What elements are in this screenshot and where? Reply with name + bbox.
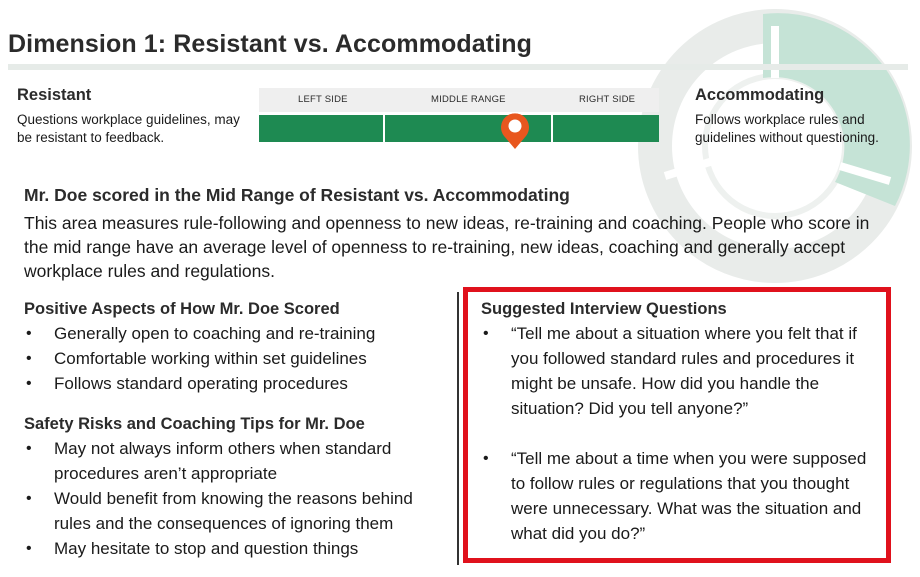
score-scale <box>259 88 659 142</box>
safety-risks-list <box>24 436 444 561</box>
right-side-panel <box>695 86 910 147</box>
scale-label-right: RIGHT SIDE <box>579 94 636 105</box>
safety-risks-section <box>24 415 444 561</box>
list-item: • Would benefit from knowing the reasons behind rules and the consequences of ignoring them <box>24 486 444 536</box>
list-item: • Comfortable working within set guidelines <box>24 346 444 371</box>
scale-labels <box>259 88 659 112</box>
positive-aspects-list <box>24 321 444 396</box>
list-item: • Follows standard operating procedures <box>24 371 444 396</box>
left-side-description: Questions workplace guidelines, may be resistant to feedback. <box>17 112 240 145</box>
summary-heading: Mr. Doe scored in the Mid Range of Resistant vs. Accommodating <box>24 185 570 205</box>
right-side-description: Follows workplace rules and guidelines without questioning. <box>695 112 879 145</box>
page-title: Dimension 1: Resistant vs. Accommodating <box>8 30 533 58</box>
interview-questions-heading: Suggested Interview Questions <box>481 300 727 318</box>
scale-divider-2 <box>551 115 553 142</box>
left-side-panel <box>17 86 247 147</box>
summary-text: This area measures rule-following and openness to new ideas, re-training and coaching. People who score in the mid range have an average level of openness to re-training, new ideas, coaching and generally accept workplace rules and regulations. <box>24 213 870 281</box>
column-divider <box>457 292 459 565</box>
positive-aspects-heading: Positive Aspects of How Mr. Doe Scored <box>24 300 340 318</box>
list-item: • “Tell me about a time when you were supposed to follow rules or regulations that you thought were unnecessary. What was the situation and what did you do?” <box>481 446 876 546</box>
safety-risks-heading: Safety Risks and Coaching Tips for Mr. Doe <box>24 415 365 433</box>
title-underline <box>8 64 908 70</box>
right-side-heading: Accommodating <box>695 86 825 104</box>
list-item: • “Tell me about a situation where you felt that if you followed standard rules and procedures it might be unsafe. How did you handle the situation? Did you tell anyone?” <box>481 321 876 421</box>
positive-aspects-section <box>24 300 444 396</box>
list-item: • Generally open to coaching and re-training <box>24 321 444 346</box>
scale-bar <box>259 115 659 142</box>
list-item: • May not always inform others when standard procedures aren’t appropriate <box>24 436 444 486</box>
interview-questions-list <box>481 321 876 546</box>
scale-label-middle: MIDDLE RANGE <box>431 94 506 105</box>
scale-divider-1 <box>383 115 385 142</box>
list-item: • May hesitate to stop and question things <box>24 536 444 561</box>
left-side-heading: Resistant <box>17 86 92 104</box>
interview-questions-section <box>481 300 876 546</box>
score-marker-icon <box>497 106 533 150</box>
scale-label-left: LEFT SIDE <box>298 94 348 105</box>
